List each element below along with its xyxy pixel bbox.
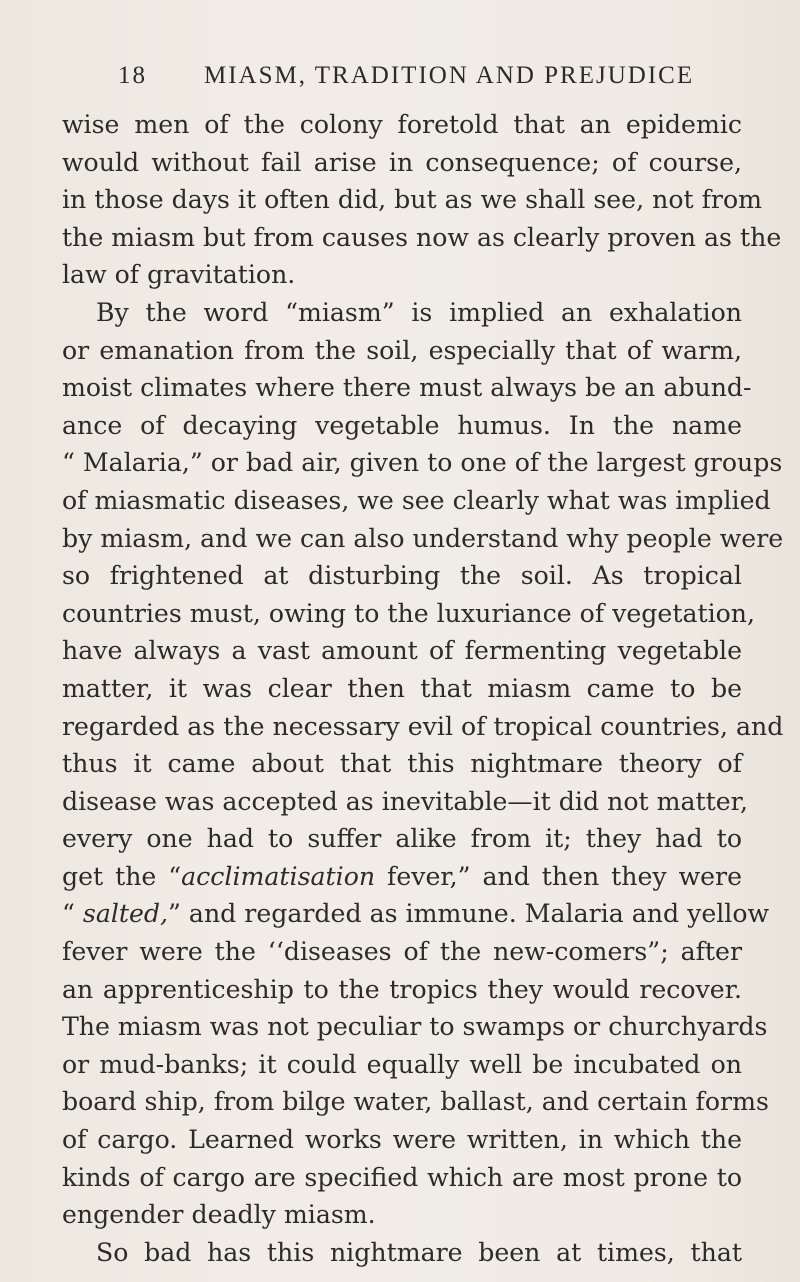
text-line: by miasm, and we can also understand why people were	[62, 523, 784, 553]
page-number: 18	[118, 62, 147, 89]
text-line-with-italic	[62, 895, 770, 933]
text-line: disease was accepted as inevitable—it did not matter,	[62, 786, 748, 816]
text-line: the miasm but from causes now as clearly proven as the	[62, 222, 782, 252]
text-fragment: ” and regarded as immune. Malaria and yellow	[168, 899, 770, 929]
text-fragment: “	[62, 899, 83, 929]
text-line: in those days it often did, but as we shall see, not from	[62, 185, 763, 215]
paragraph-start-line: By the word “miasm” is implied an exhalation	[96, 297, 742, 327]
italic-term: acclimatisation	[181, 861, 376, 891]
text-line: fever were the ‘‘diseases of the new-comers”; after	[62, 937, 742, 967]
text-line: every one had to suffer alike from it; they had to	[62, 824, 742, 854]
text-line: moist climates where there must always be an abund-	[62, 373, 752, 403]
text-line-with-italic	[62, 858, 742, 896]
text-line: have always a vast amount of fermenting vegetable	[62, 636, 742, 666]
text-line: matter, it was clear then that miasm came to be	[62, 673, 742, 703]
text-line: or mud-banks; it could equally well be incubated on	[62, 1049, 742, 1079]
text-line: engender deadly miasm.	[62, 1200, 376, 1230]
text-line: of cargo. Learned works were written, in which the	[62, 1125, 742, 1155]
text-line: regarded as the necessary evil of tropical countries, and	[62, 711, 784, 741]
text-line: an apprenticeship to the tropics they would recover.	[62, 974, 742, 1004]
running-head	[118, 62, 758, 102]
text-fragment: fever,” and then they were	[375, 861, 742, 891]
text-line: wise men of the colony foretold that an epidemic	[62, 110, 742, 139]
text-line: of miasmatic diseases, we see clearly what was implied	[62, 485, 771, 515]
text-line: “ Malaria,” or bad air, given to one of the largest groups	[62, 448, 783, 478]
text-line: kinds of cargo are specified which are most prone to	[62, 1162, 742, 1192]
text-line: or emanation from the soil, especially that of warm,	[62, 335, 742, 365]
running-title: MIASM, TRADITION AND PREJUDICE	[204, 62, 695, 89]
paragraph-start-line: So bad has this nightmare been at times, that	[96, 1237, 742, 1267]
text-line: would without fail arise in consequence; of course,	[62, 147, 742, 177]
text-line: board ship, from bilge water, ballast, and certain forms	[62, 1087, 769, 1117]
text-line: so frightened at disturbing the soil. As tropical	[62, 561, 742, 591]
text-line: law of gravitation.	[62, 260, 296, 290]
text-line: thus it came about that this nightmare theory of	[62, 749, 742, 779]
italic-term: salted,	[82, 899, 169, 929]
body-text	[62, 106, 784, 1271]
text-line: The miasm was not peculiar to swamps or churchyards	[62, 1012, 768, 1042]
text-line: countries must, owing to the luxuriance of vegetation,	[62, 598, 756, 628]
text-fragment: get the “	[62, 861, 182, 891]
text-line: ance of decaying vegetable humus. In the name	[62, 410, 742, 440]
